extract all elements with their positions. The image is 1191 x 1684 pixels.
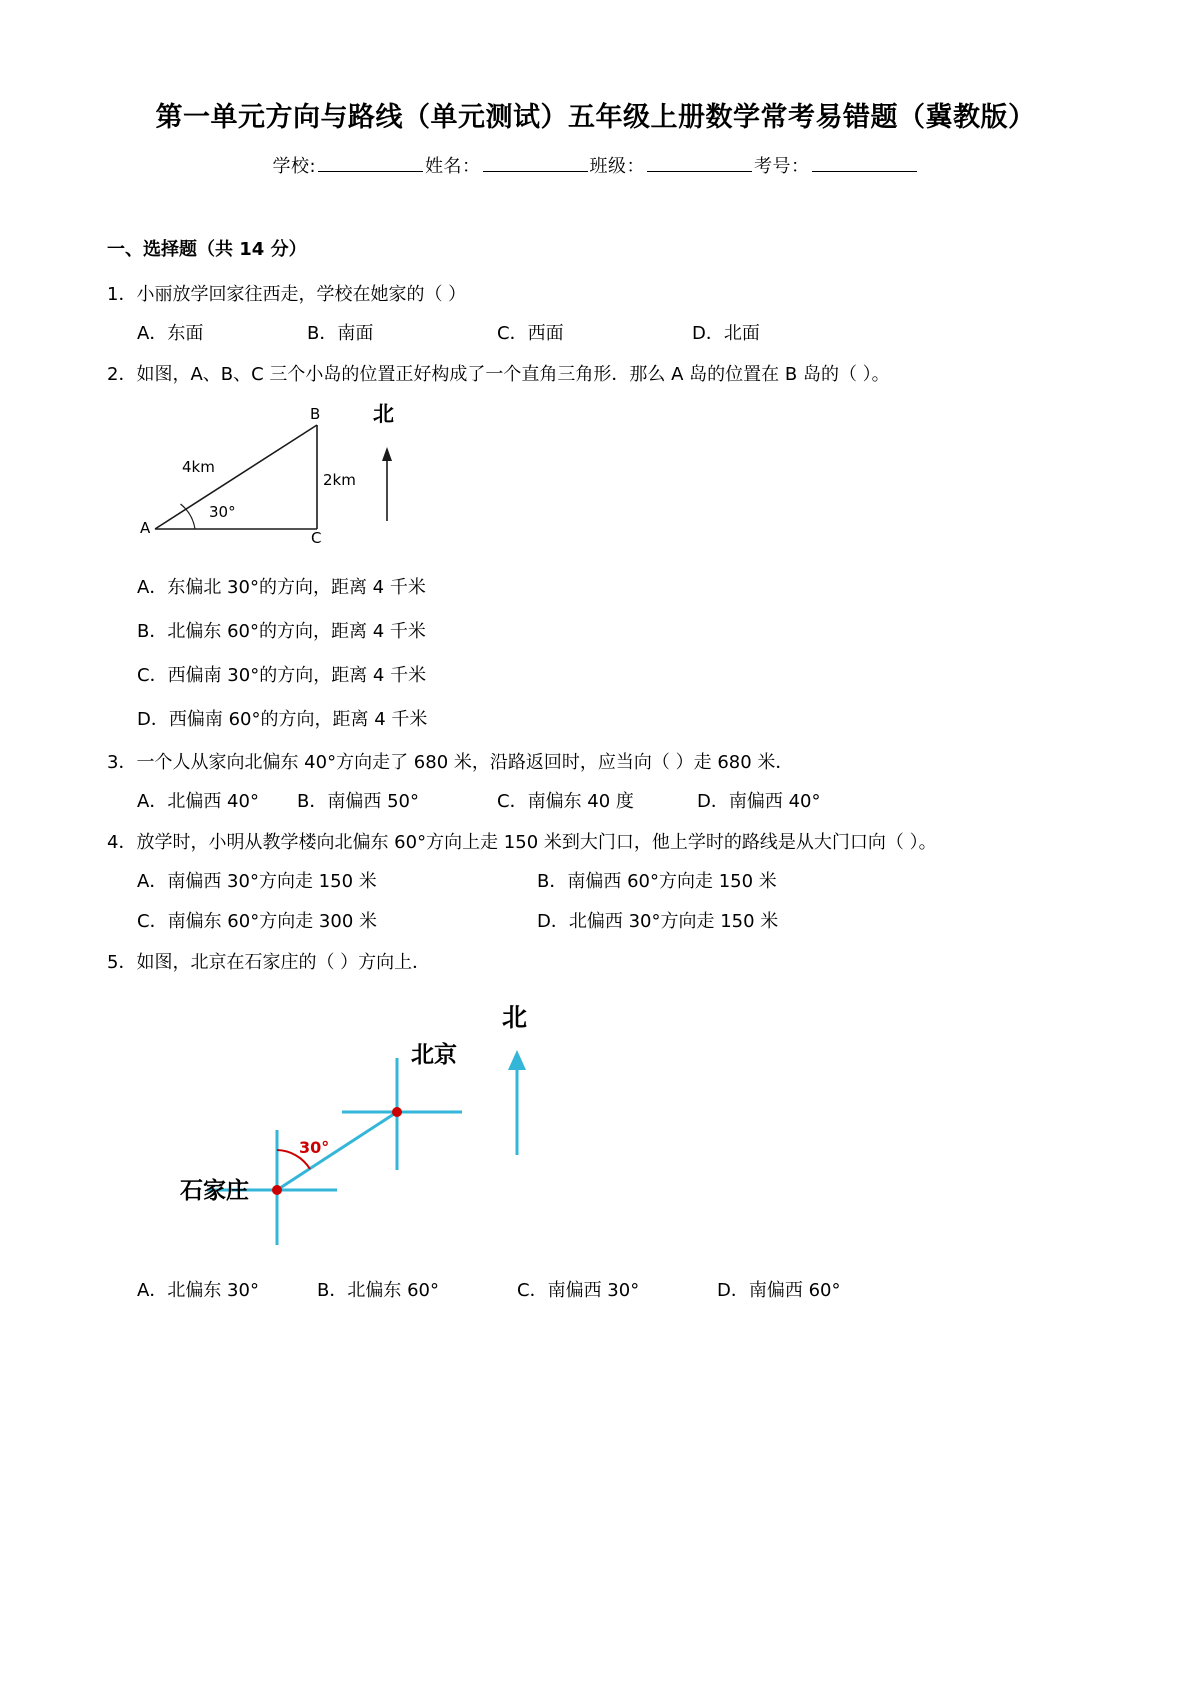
- question-4-text: 放学时，小明从教学楼向北偏东 60°方向上走 150 米到大门口，他上学时的路线是从大门口向（ ）。: [136, 831, 937, 853]
- question-4: [107, 829, 1007, 857]
- q2-option-c[interactable]: C．西偏南 30°的方向，距离 4 千米: [137, 664, 427, 686]
- question-2-number: 2．: [107, 363, 137, 385]
- question-5-text: 如图，北京在石家庄的（ ）方向上．: [136, 951, 431, 973]
- q4-option-b[interactable]: B．南偏西 60°方向走 150 米: [537, 870, 777, 892]
- question-1-number: 1．: [107, 284, 137, 305]
- question-2-text: 如图，A、B、C 三个小岛的位置正好构成了一个直角三角形．那么 A 岛的位置在 B 岛的（ ）。: [136, 363, 890, 385]
- school-blank[interactable]: [318, 171, 423, 172]
- question-5: [107, 949, 1007, 977]
- q1-option-d[interactable]: D．北面: [692, 322, 760, 344]
- question-5-number: 5．: [107, 951, 137, 973]
- label-beijing: 北京: [411, 1042, 457, 1069]
- q3-option-a[interactable]: A．北偏西 40°: [137, 790, 259, 812]
- question-1-text: 小丽放学回家往西走，学校在她家的（ ）: [136, 284, 467, 305]
- q4-option-d[interactable]: D．北偏西 30°方向走 150 米: [537, 910, 779, 932]
- exam-no-label: 考号：: [754, 156, 810, 177]
- q5-option-d[interactable]: D．南偏西 60°: [717, 1280, 841, 1302]
- label-shijiazhuang: 石家庄: [180, 1178, 249, 1205]
- label-angle-30: 30°: [299, 1138, 330, 1158]
- question-3: [107, 749, 1007, 777]
- question-1-options: [137, 319, 1007, 345]
- q1-option-b[interactable]: B．南面: [307, 322, 374, 344]
- beijing-shijiazhuang-figure: [147, 990, 1007, 1260]
- q5-option-b[interactable]: B．北偏东 60°: [317, 1280, 439, 1302]
- question-4-number: 4．: [107, 831, 137, 853]
- label-b: B: [310, 404, 321, 423]
- q4-option-c[interactable]: C．南偏东 60°方向走 300 米: [137, 910, 377, 932]
- label-c: C: [311, 528, 322, 547]
- label-side-bc: 2km: [323, 470, 356, 489]
- q3-option-b[interactable]: B．南偏西 50°: [297, 790, 419, 812]
- q1-option-c[interactable]: C．西面: [497, 322, 564, 344]
- student-info-line: [0, 152, 1191, 178]
- q5-option-a[interactable]: A．北偏东 30°: [137, 1280, 259, 1302]
- label-angle-30: 30°: [209, 502, 236, 521]
- q2-option-b[interactable]: B．北偏东 60°的方向，距离 4 千米: [137, 620, 426, 642]
- q2-option-a[interactable]: A．东偏北 30°的方向，距离 4 千米: [137, 576, 426, 598]
- label-a: A: [140, 518, 151, 537]
- label-north: 北: [373, 401, 394, 426]
- triangle-islands-figure: [137, 403, 1007, 563]
- question-4-options: [137, 867, 1007, 933]
- q1-option-a[interactable]: A．东面: [137, 322, 204, 344]
- question-3-options: [137, 787, 1007, 813]
- question-1: [107, 281, 1007, 309]
- name-blank[interactable]: [483, 171, 588, 172]
- label-side-ab: 4km: [182, 457, 215, 476]
- school-label: 学校:: [272, 156, 317, 177]
- q3-option-c[interactable]: C．南偏东 40 度: [497, 790, 634, 812]
- q4-option-a[interactable]: A．南偏西 30°方向走 150 米: [137, 870, 377, 892]
- section-heading: 一、选择题（共 14 分）: [107, 239, 307, 260]
- question-3-number: 3．: [107, 751, 137, 773]
- question-5-options: [137, 1276, 1007, 1302]
- q2-option-d[interactable]: D．西偏南 60°的方向，距离 4 千米: [137, 708, 428, 730]
- question-2: [107, 361, 1007, 389]
- exam-no-blank[interactable]: [812, 171, 917, 172]
- class-blank[interactable]: [647, 171, 752, 172]
- q3-option-d[interactable]: D．南偏西 40°: [697, 790, 821, 812]
- name-label: 姓名：: [425, 156, 481, 177]
- page-title: 第一单元方向与路线（单元测试）五年级上册数学常考易错题（冀教版）: [155, 102, 1036, 133]
- exam-content: [107, 235, 1007, 1318]
- question-3-text: 一个人从家向北偏东 40°方向走了 680 米，沿路返回时，应当向（ ）走 680 米．: [136, 751, 794, 773]
- question-2-options: [137, 573, 1007, 731]
- class-label: 班级：: [589, 156, 646, 177]
- label-north: 北: [502, 1003, 528, 1033]
- q5-option-c[interactable]: C．南偏西 30°: [517, 1280, 640, 1302]
